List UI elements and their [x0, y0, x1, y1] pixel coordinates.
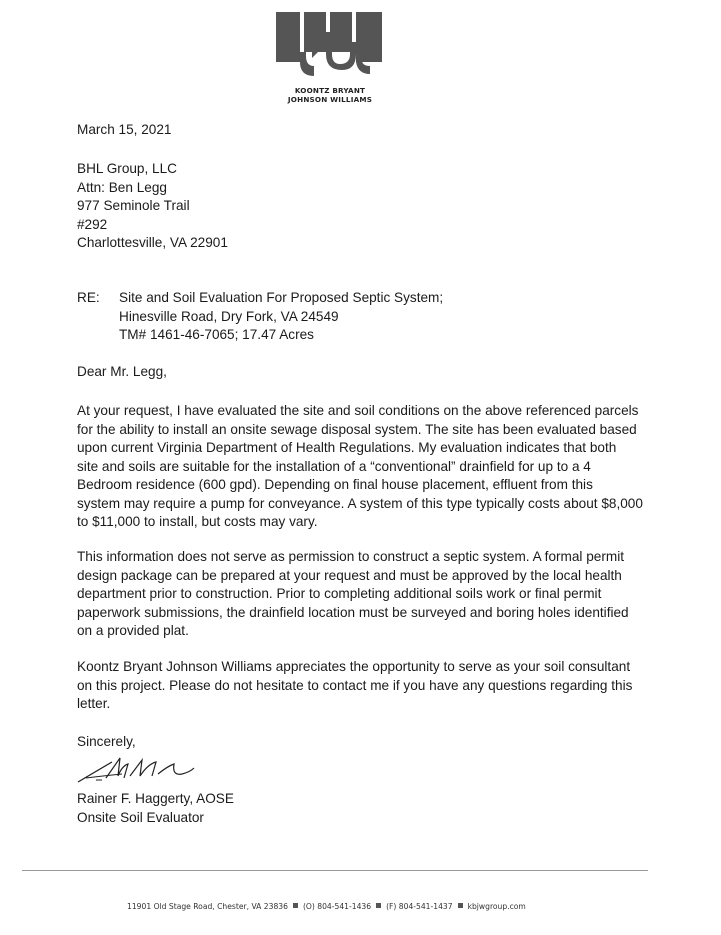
- letterhead-company-name: [250, 86, 410, 104]
- company-line-1: KOONTZ BRYANT: [294, 86, 366, 95]
- closing: Sincerely,: [77, 734, 136, 749]
- separator-square-icon: [293, 903, 298, 908]
- separator-square-icon: [376, 903, 381, 908]
- body-paragraph-1: [77, 402, 697, 532]
- paragraph-line: on a provided plat.: [77, 623, 189, 638]
- body-paragraph-3: [77, 658, 697, 714]
- footer-fax: (F) 804-541-1437: [386, 902, 453, 911]
- footer-divider: [22, 870, 648, 871]
- paragraph-line: to $11,000 to install, but costs may vary.: [77, 514, 318, 529]
- footer-contact: [127, 902, 526, 912]
- signer-name: Rainer F. Haggerty, AOSE: [77, 791, 234, 806]
- paragraph-line: for the ability to install an onsite sewage disposal system. The site has been evaluated based: [77, 421, 637, 437]
- letter-date: March 15, 2021: [77, 122, 172, 137]
- paragraph-line: design package can be prepared at your request and must be approved by the local health: [77, 567, 622, 583]
- recipient-line: BHL Group, LLC: [77, 161, 177, 176]
- salutation: Dear Mr. Legg,: [77, 364, 167, 379]
- body-paragraph-2: [77, 548, 697, 641]
- company-line-2: JOHNSON WILLIAMS: [287, 95, 373, 104]
- paragraph-line: At your request, I have evaluated the site and soil conditions on the above referenced parcels: [77, 403, 639, 418]
- recipient-line: Charlottesville, VA 22901: [77, 235, 228, 250]
- paragraph-line: system may require a pump for conveyance. A system of this type typically costs about $8,000: [77, 495, 643, 511]
- recipient-address: [77, 160, 228, 253]
- paragraph-line: site and soils are suitable for the installation of a “conventional” drainfield for up to a 4: [77, 458, 591, 474]
- footer-address: 11901 Old Stage Road, Chester, VA 23836: [127, 902, 288, 911]
- recipient-line: Attn: Ben Legg: [77, 179, 167, 195]
- re-label: RE:: [77, 290, 100, 305]
- paragraph-line: letter.: [77, 696, 111, 711]
- signer-title: Onsite Soil Evaluator: [77, 809, 204, 825]
- signer-block: [77, 790, 234, 827]
- separator-square-icon: [458, 903, 463, 908]
- re-line: TM# 1461-46-7065; 17.47 Acres: [119, 327, 314, 342]
- paragraph-line: paperwork submissions, the drainfield location must be surveyed and boring holes identified: [77, 604, 629, 620]
- paragraph-line: upon current Virginia Department of Health Regulations. My evaluation indicates that both: [77, 440, 617, 455]
- paragraph-line: department prior to construction. Prior to completing additional soils work or final permit: [77, 586, 602, 601]
- paragraph-line: Koontz Bryant Johnson Williams appreciates the opportunity to serve as your soil consultant: [77, 659, 631, 674]
- recipient-line: #292: [77, 216, 108, 232]
- re-line: Hinesville Road, Dry Fork, VA 24549: [119, 308, 339, 324]
- paragraph-line: Bedroom residence (600 gpd). Depending on final house placement, effluent from this: [77, 477, 593, 492]
- kbjw-logo-icon: [276, 12, 382, 76]
- paragraph-line: on this project. Please do not hesitate to contact me if you have any questions regarding this: [77, 677, 633, 693]
- paragraph-line: This information does not serve as permission to construct a septic system. A formal permit: [77, 549, 624, 564]
- recipient-line: 977 Seminole Trail: [77, 198, 190, 213]
- re-line: Site and Soil Evaluation For Proposed Septic System;: [119, 290, 444, 305]
- footer-office-phone: (O) 804-541-1436: [302, 902, 372, 911]
- re-subject: [119, 289, 443, 345]
- footer-website: kbjwgroup.com: [467, 902, 526, 911]
- signature-icon: [72, 752, 202, 788]
